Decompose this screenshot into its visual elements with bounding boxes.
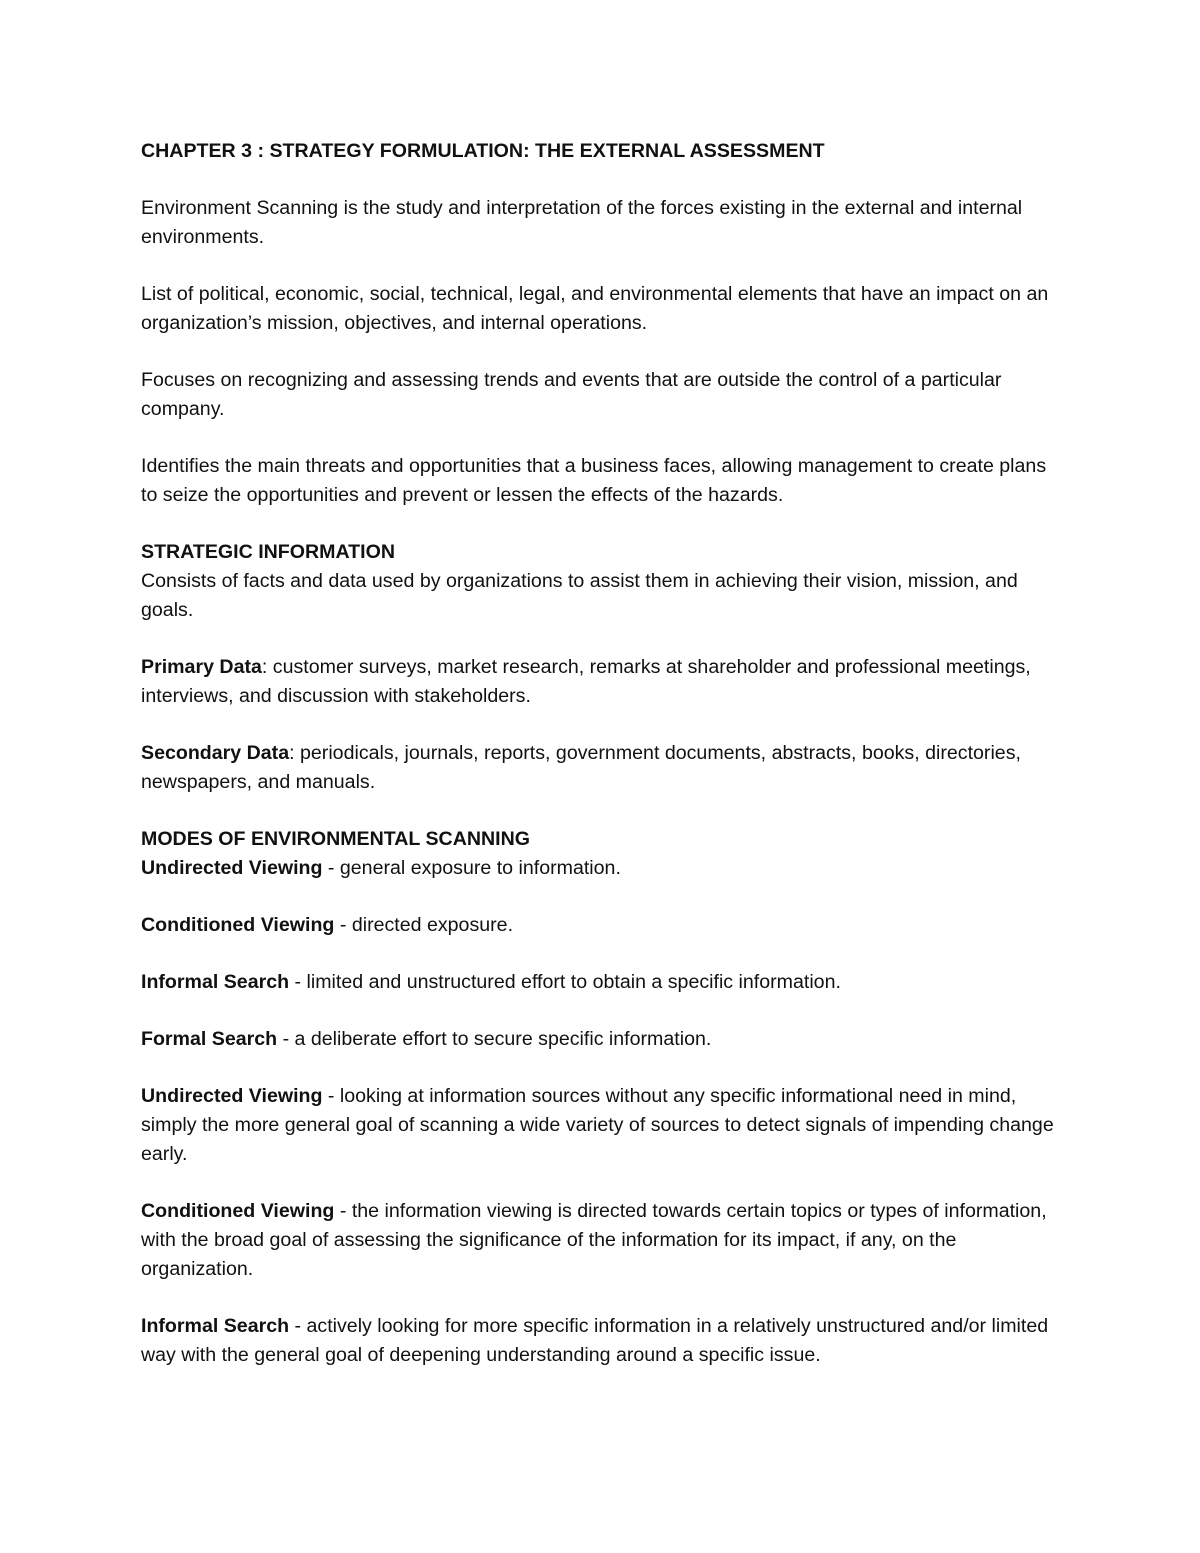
item-term: Undirected Viewing (141, 1085, 323, 1107)
item-text: : periodicals, journals, reports, government documents, abstracts, books, directories, newspapers, and manuals. (141, 742, 1021, 793)
item-text: - directed exposure. (334, 914, 514, 936)
paragraph-elements-list: List of political, economic, social, technical, legal, and environmental elements that have an impact on an organization’s mission, objectives, and internal operations. (141, 283, 1049, 334)
strategic-information-heading: STRATEGIC INFORMATION (141, 541, 395, 563)
item-term: Conditioned Viewing (141, 1200, 335, 1222)
item-term: Informal Search (141, 971, 290, 993)
item-term: Undirected Viewing (141, 857, 323, 879)
item-term: Primary Data (141, 656, 262, 678)
item-term: Formal Search (141, 1028, 278, 1050)
modes-heading: MODES OF ENVIRONMENTAL SCANNING (141, 828, 530, 850)
mode-item (141, 1082, 1056, 1169)
paragraph-environment-scanning: Environment Scanning is the study and interpretation of the forces existing in the external and internal environments. (141, 197, 1023, 248)
item-term: Informal Search (141, 1315, 290, 1337)
mode-item (141, 968, 1056, 997)
item-text: - actively looking for more specific information in a relatively unstructured and/or limited way with the general goal of deepening understanding around a specific issue. (141, 1315, 1049, 1366)
mode-item (141, 1312, 1056, 1370)
item-text: - a deliberate effort to secure specific information. (277, 1028, 712, 1050)
item-text: - looking at information sources without any specific informational need in mind, simply the more general goal of scanning a wide variety of sources to detect signals of impending change early. (141, 1085, 1054, 1165)
secondary-data-item (141, 739, 1056, 797)
item-term: Conditioned Viewing (141, 914, 335, 936)
document-page (141, 137, 1056, 1370)
mode-item (141, 1025, 1056, 1054)
item-text: - general exposure to information. (322, 857, 621, 879)
mode-item (141, 854, 1056, 883)
chapter-title: CHAPTER 3 : STRATEGY FORMULATION: THE EXTERNAL ASSESSMENT (141, 140, 825, 162)
paragraph-threats-opportunities: Identifies the main threats and opportunities that a business faces, allowing management to create plans to seize the opportunities and prevent or lessen the effects of the hazards. (141, 455, 1047, 506)
paragraph-focus: Focuses on recognizing and assessing trends and events that are outside the control of a particular company. (141, 369, 1002, 420)
mode-item (141, 1197, 1056, 1284)
primary-data-item (141, 653, 1056, 711)
item-text: : customer surveys, market research, remarks at shareholder and professional meetings, interviews, and discussion with stakeholders. (141, 656, 1031, 707)
item-text: - limited and unstructured effort to obtain a specific information. (289, 971, 841, 993)
mode-item (141, 911, 1056, 940)
item-term: Secondary Data (141, 742, 290, 764)
strategic-information-description: Consists of facts and data used by organizations to assist them in achieving their vision, mission, and goals. (141, 570, 1018, 621)
item-text: - the information viewing is directed towards certain topics or types of information, with the broad goal of assessing the significance of the information for its impact, if any, on the organization. (141, 1200, 1047, 1280)
